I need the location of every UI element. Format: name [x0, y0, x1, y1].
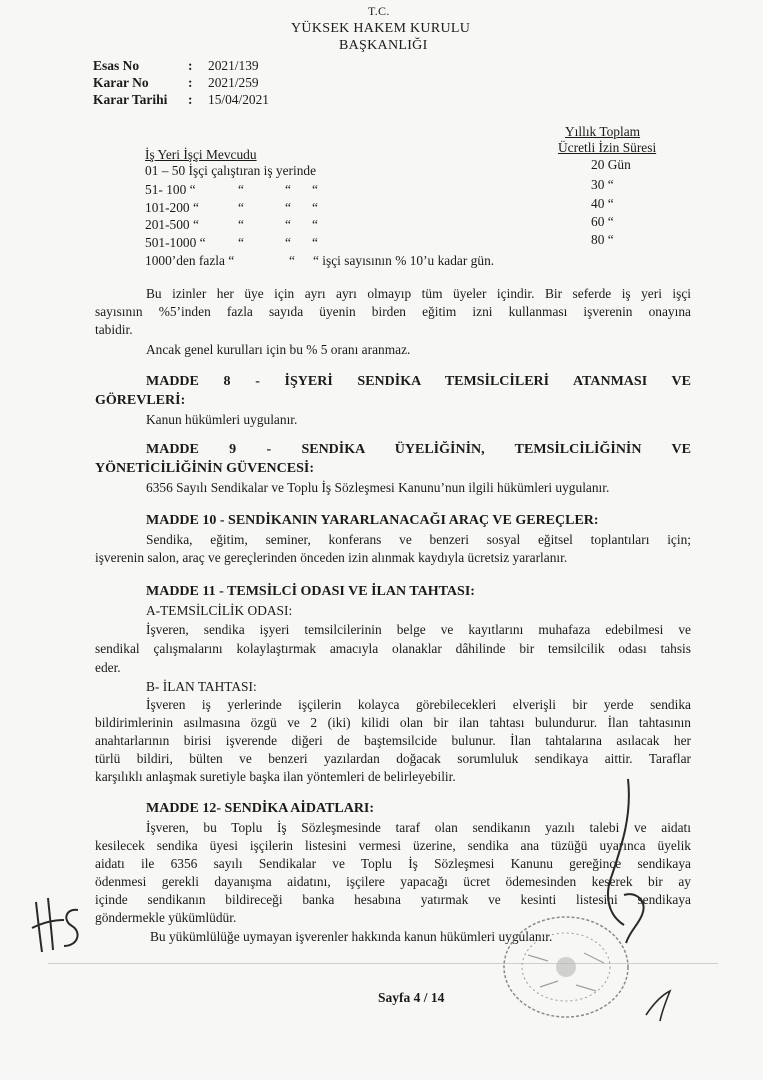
- meta-label-karar: Karar No: [93, 75, 149, 90]
- meta-label-esas: Esas No: [93, 58, 140, 73]
- table-row-label: 501-1000 “: [145, 235, 206, 250]
- meta-label-tarih: Karar Tarihi: [93, 92, 168, 107]
- paragraph-line: aidatı ile 6356 sayılı Sendikalar ve Toplu İş Sözleşmesi Kanunu gereğince sendikaya: [95, 856, 691, 871]
- table-right-header-2: Ücretli İzin Süresi: [558, 140, 657, 155]
- table-row-label: 201-500 “: [145, 217, 199, 232]
- meta-value-karar: 2021/259: [208, 75, 259, 90]
- article-10-title: MADDE 10 - SENDİKANIN YARARLANACAĞI ARAÇ VE GEREÇLER:: [146, 513, 599, 528]
- paragraph-line: Bu izinler her üye için ayrı ayrı olmayıp tüm üyeler içindir. Bir seferde iş yeri işçi: [146, 286, 691, 301]
- ditto-mark: “: [312, 200, 318, 215]
- article-9-title: MADDE 9 - SENDİKA ÜYELİĞİNİN, TEMSİLCİLİĞİNİN VE: [146, 442, 691, 457]
- ditto-mark: “: [238, 200, 244, 215]
- table-row-label: 01 – 50 İşçi çalıştıran iş yerinde: [145, 163, 317, 178]
- table-left-header: İş Yeri İşçi Mevcudu: [145, 147, 257, 162]
- ditto-mark: “: [285, 182, 291, 197]
- handwritten-initials: [28, 890, 88, 960]
- paragraph-line: İşveren iş yerlerinde işçilerin kolayca görebilecekleri elverişli bir yerde sendika: [146, 697, 691, 712]
- ditto-mark: “: [238, 235, 244, 250]
- ditto-mark: “: [312, 217, 318, 232]
- signature-mark-2: [640, 985, 680, 1025]
- table-row-value: 80 “: [591, 232, 614, 247]
- table-row-label: 51- 100 “: [145, 182, 196, 197]
- article-11-title: MADDE 11 - TEMSİLCİ ODASI VE İLAN TAHTASI:: [146, 584, 475, 599]
- header-institution: YÜKSEK HAKEM KURULU: [291, 21, 471, 36]
- article-8-title-cont: GÖREVLERİ:: [95, 393, 186, 408]
- article-8-body: Kanun hükümleri uygulanır.: [146, 412, 298, 427]
- ditto-mark: “: [312, 182, 318, 197]
- article-12-title: MADDE 12- SENDİKA AİDATLARI:: [146, 801, 375, 816]
- table-row-value: 20 Gün: [591, 157, 631, 172]
- ditto-mark: “: [285, 200, 291, 215]
- meta-sep-esas: :: [188, 58, 193, 73]
- meta-value-tarih: 15/04/2021: [208, 92, 270, 107]
- ditto-mark: “: [312, 235, 318, 250]
- ditto-mark: “: [285, 217, 291, 232]
- paragraph-line: bildirimlerinin asılmasına özgü ve 2 (iki) kilidi olan bir ilan tahtası bulundurur. İlan tahtasının: [95, 715, 691, 730]
- ditto-mark: “: [238, 217, 244, 232]
- paragraph-line: İşveren, bu Toplu İş Sözleşmesinde taraf olan sendikanın yazılı talebi ve aidatı: [146, 820, 691, 835]
- paragraph-line: Sendika, eğitim, seminer, konferans ve benzeri sosyal eğitsel toplantıları için;: [146, 532, 691, 547]
- paragraph-line: karşılıklı anlaşmak suretiyle başka ilan yöntemleri de belirleyebilir.: [95, 769, 456, 784]
- table-last-row-label: 1000’den fazla “: [145, 253, 235, 268]
- meta-value-esas: 2021/139: [208, 58, 259, 73]
- paragraph-line: eder.: [95, 660, 121, 675]
- ditto-mark: “: [285, 235, 291, 250]
- ditto-mark: “: [289, 253, 295, 268]
- paragraph-line: anahtarlarının birisi işverende diğeri de baştemsilcide bulunur. İlan tahtalarına asılacak her: [95, 733, 691, 748]
- meta-sep-karar: :: [188, 75, 193, 90]
- paragraph-line: içinde sendikanın bildireceği banka hesabına yatırmak ve kesinti listesini sendikaya: [95, 892, 691, 907]
- article-9-body: 6356 Sayılı Sendikalar ve Toplu İş Sözleşmesi Kanunu’nun ilgili hükümleri uygulanır.: [146, 480, 610, 495]
- article-9-title-cont: YÖNETİCİLİĞİNİN GÜVENCESİ:: [95, 461, 314, 476]
- table-row-value: 60 “: [591, 214, 614, 229]
- paragraph-line: Bu yükümlülüğe uymayan işverenler hakkında kanun hükümleri uygulanır.: [150, 929, 553, 944]
- paragraph-line: sayısının %5’inden fazla sayıda üyenin birden eğitim izni kullanması işverenin onayına: [95, 304, 691, 319]
- subsection-title-a: A-TEMSİLCİLİK ODASI:: [146, 603, 293, 618]
- table-row-value: 40 “: [591, 196, 614, 211]
- paragraph-line: tabidir.: [95, 322, 133, 337]
- table-row-value: 30 “: [591, 177, 614, 192]
- paragraph-line: kesilecek sendika üyesi işçilerin listesini vermesi üzerine, sendika ana tüzüğü uyarınca üyelik: [95, 838, 691, 853]
- subsection-title-b: B- İLAN TAHTASI:: [146, 679, 257, 694]
- article-8-title: MADDE 8 - İŞYERİ SENDİKA TEMSİLCİLERİ ATANMASI VE: [146, 374, 691, 389]
- paragraph-line: ödenmesi gerekli dayanışma aidatını, işçilere yapacağı ücret ödemesinden keserek bir ay: [95, 874, 691, 889]
- table-row-label: 101-200 “: [145, 200, 199, 215]
- paragraph-line: göndermekle yükümlüdür.: [95, 910, 237, 925]
- paragraph-line: sendikal çalışmalarını kolaylaştırmak amacıyla olanaklar dâhilinde bir temsilcilik odası tahsis: [95, 641, 691, 656]
- header-department: BAŞKANLIĞI: [339, 38, 428, 53]
- meta-sep-tarih: :: [188, 92, 193, 107]
- paragraph-line: işverenin salon, araç ve gereçlerinden önceden izin alınmak kaydıyla ücretsiz yararlanır.: [95, 550, 568, 565]
- paragraph-line: türlü bildiri, bülten ve benzeri yazılardan doğacak sorumluluk sendikaya aittir. Taraflar: [95, 751, 691, 766]
- table-right-header-1: Yıllık Toplam: [565, 124, 641, 139]
- paragraph-line: İşveren, sendika işyeri temsilcilerinin belge ve kayıtlarını muhafaza edebilmesi ve: [146, 622, 691, 637]
- ditto-mark: “: [238, 182, 244, 197]
- header-tc: T.C.: [368, 4, 390, 18]
- paragraph-line: Ancak genel kurulları için bu % 5 oranı aranmaz.: [146, 342, 411, 357]
- page-number: Sayfa 4 / 14: [378, 990, 445, 1005]
- table-last-row-rest: “ işçi sayısının % 10’u kadar gün.: [313, 253, 495, 268]
- official-stamp: [488, 905, 638, 1025]
